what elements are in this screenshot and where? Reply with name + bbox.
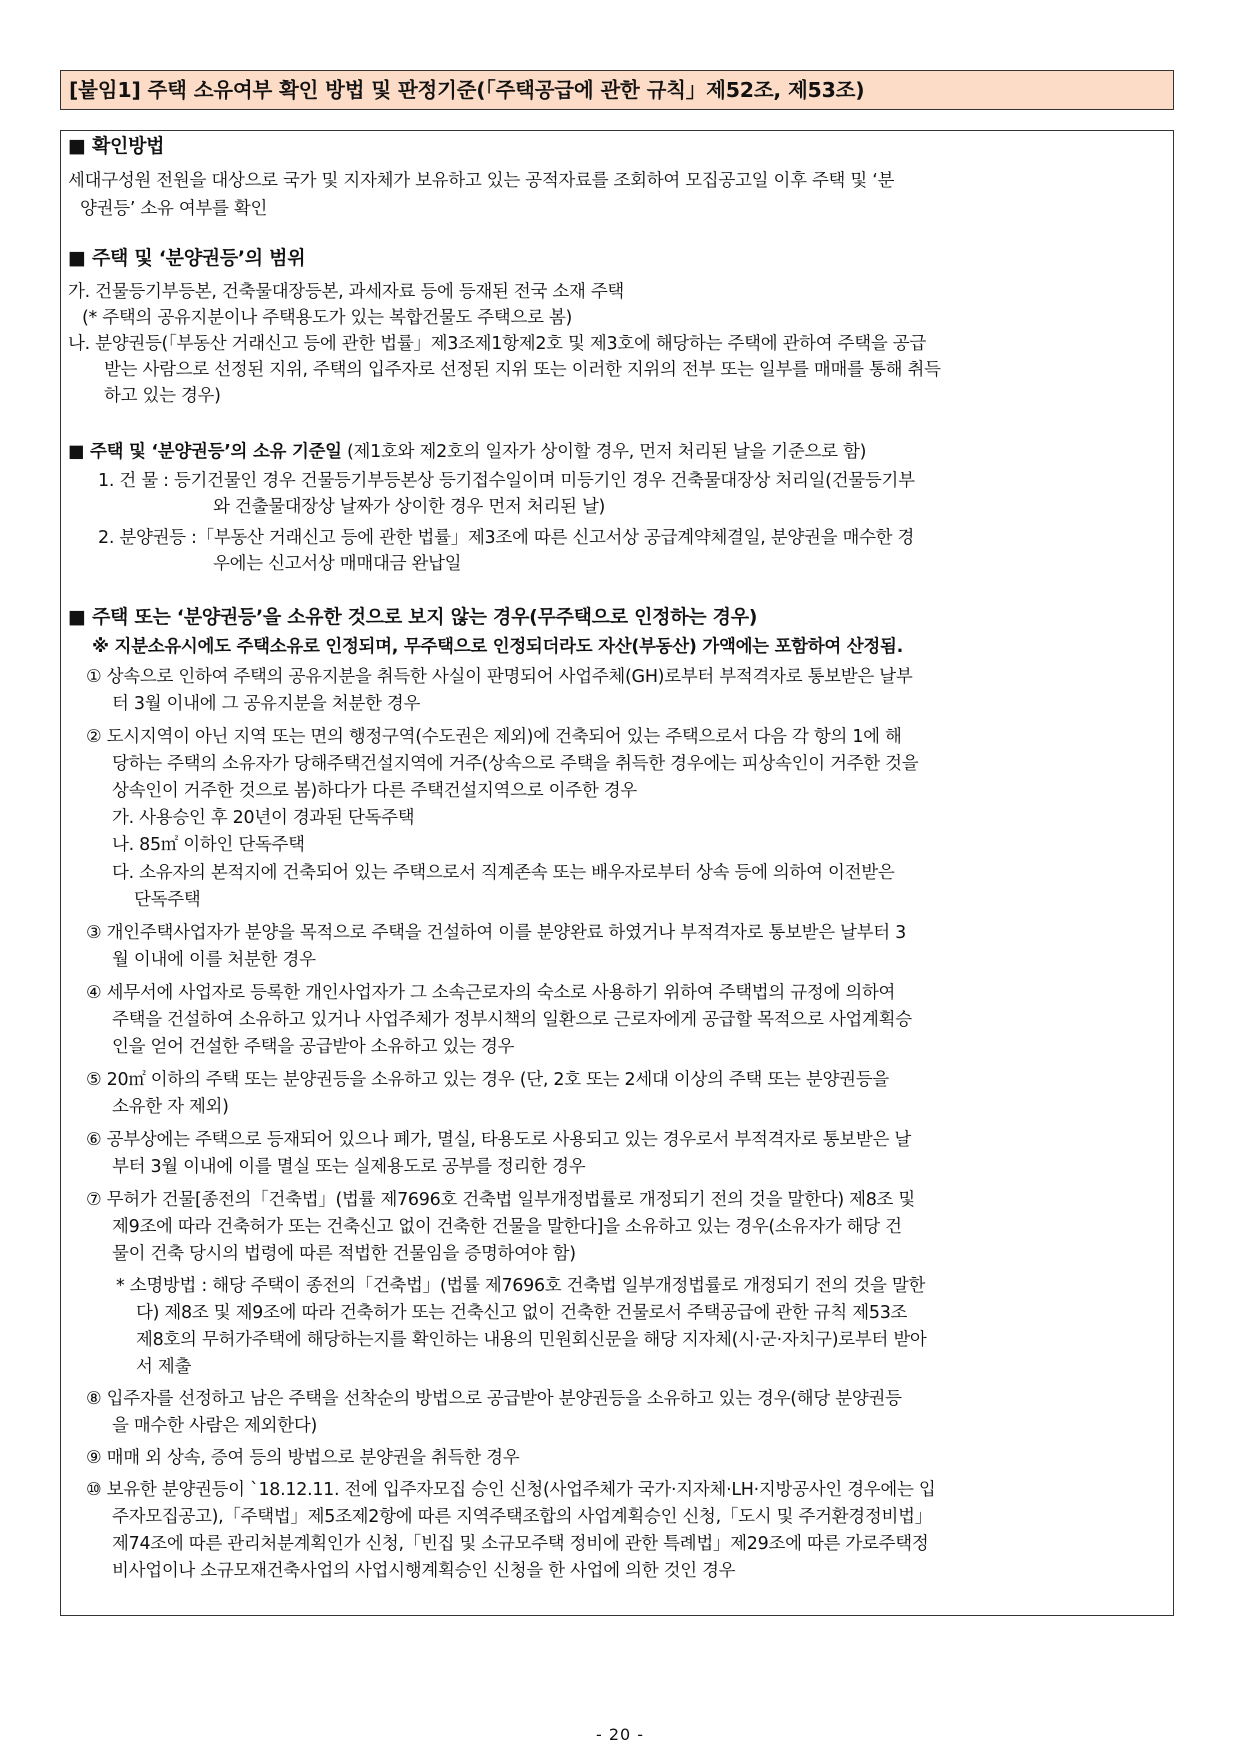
paragraph-line: 세대구성원 전원을 대상으로 국가 및 지자체가 보유하고 있는 공적자료를 조회하여 모집공고일 이후 주택 및 ‘분 xyxy=(68,171,895,191)
list-item: 우에는 신고서상 매매대금 완납일 xyxy=(213,554,462,574)
section-note: ※ 지분소유시에도 주택소유로 인정되며, 무주택으로 인정되더라도 자산(부동산) 가액에는 포함하여 산정됨. xyxy=(92,637,903,657)
section-heading-note: (제1호와 제2호의 일자가 상이할 경우, 먼저 처리된 날을 기준으로 함) xyxy=(347,442,867,462)
list-item: 을 매수한 사람은 제외한다) xyxy=(112,1416,317,1436)
page-number: - 20 - xyxy=(595,1725,645,1744)
list-item: 나. 분양권등(「부동산 거래신고 등에 관한 법률」제3조제1항제2호 및 제3호에 해당하는 주택에 관하여 주택을 공급 xyxy=(68,334,926,354)
list-item: ⑧ 입주자를 선정하고 남은 주택을 선착순의 방법으로 공급받아 분양권등을 소유하고 있는 경우(해당 분양권등 xyxy=(86,1389,902,1409)
sub-list-item: 단독주택 xyxy=(134,890,201,910)
section-heading-scope: ■ 주택 및 ‘분양권등’의 범위 xyxy=(68,247,306,269)
list-item: ⑤ 20㎡ 이하의 주택 또는 분양권등을 소유하고 있는 경우 (단, 2호 또는 2세대 이상의 주택 또는 분양권등을 xyxy=(86,1070,889,1090)
list-item: 인을 얻어 건설한 주택을 공급받아 소유하고 있는 경우 xyxy=(112,1037,515,1057)
list-item: 비사업이나 소규모재건축사업의 사업시행계획승인 신청을 한 사업에 의한 것인 경우 xyxy=(112,1561,736,1581)
list-item: 하고 있는 경우) xyxy=(104,386,221,406)
list-item: 당하는 주택의 소유자가 당해주택건설지역에 거주(상속으로 주택을 취득한 경우에는 피상속인이 거주한 것을 xyxy=(112,754,919,774)
list-item: 제74조에 따른 관리처분계획인가 신청,「빈집 및 소규모주택 정비에 관한 특례법」제29조에 따른 가로주택정 xyxy=(112,1534,929,1554)
list-item: ④ 세무서에 사업자로 등록한 개인사업자가 그 소속근로자의 숙소로 사용하기 위하여 주택법의 규정에 의하여 xyxy=(86,983,896,1003)
list-item-note: 다) 제8조 및 제9조에 따라 건축허가 또는 건축신고 없이 건축한 건물로서 주택공급에 관한 규칙 제53조 xyxy=(136,1303,908,1323)
list-item: ① 상속으로 인하여 주택의 공유지분을 취득한 사실이 판명되어 사업주체(GH)로부터 부적격자로 통보받은 날부 xyxy=(86,667,913,687)
list-item: 월 이내에 이를 처분한 경우 xyxy=(112,950,316,970)
list-item: ⑥ 공부상에는 주택으로 등재되어 있으나 폐가, 멸실, 타용도로 사용되고 있는 경우로서 부적격자로 통보받은 날 xyxy=(86,1130,911,1150)
list-item: ② 도시지역이 아닌 지역 또는 면의 행정구역(수도권은 제외)에 건축되어 있는 주택으로서 다음 각 항의 1에 해 xyxy=(86,727,902,747)
list-item: 주자모집공고),「주택법」제5조제2항에 따른 지역주택조합의 사업계획승인 신청,「도시 및 주거환경정비법」 xyxy=(112,1507,932,1527)
list-item: ⑩ 보유한 분양권등이 `18.12.11. 전에 입주자모집 승인 신청(사업주체가 국가·지자체·LH·지방공사인 경우에는 입 xyxy=(86,1480,936,1500)
list-item: 주택을 건설하여 소유하고 있거나 사업주체가 정부시책의 일환으로 근로자에게 공급할 목적으로 사업계획승 xyxy=(112,1010,912,1030)
list-item: 가. 건물등기부등본, 건축물대장등본, 과세자료 등에 등재된 전국 소재 주택 xyxy=(68,282,625,302)
sub-list-item: 다. 소유자의 본적지에 건축되어 있는 주택으로서 직계존속 또는 배우자로부터 상속 등에 의하여 이전받은 xyxy=(112,863,895,883)
list-item-note: 서 제출 xyxy=(136,1357,192,1377)
list-item-note: (* 주택의 공유지분이나 주택용도가 있는 복합건물도 주택으로 봄) xyxy=(82,308,573,328)
list-item: 1. 건 물 : 등기건물인 경우 건물등기부등본상 등기접수일이며 미등기인 경우 건축물대장상 처리일(건물등기부 xyxy=(98,471,915,491)
section-heading-base-date xyxy=(68,439,866,465)
list-item: 터 3월 이내에 그 공유지분을 처분한 경우 xyxy=(112,694,421,714)
sub-list-item: 가. 사용승인 후 20년이 경과된 단독주택 xyxy=(112,808,415,828)
list-item: 2. 분양권등 :「부동산 거래신고 등에 관한 법률」제3조에 따른 신고서상 공급계약체결일, 분양권을 매수한 경 xyxy=(98,528,915,548)
document-title: [붙임1] 주택 소유여부 확인 방법 및 판정기준(「주택공급에 관한 규칙」제52조, 제53조) xyxy=(69,78,865,102)
list-item-note: 제8호의 무허가주택에 해당하는지를 확인하는 내용의 민원회신문을 해당 지자체(시·군·자치구)로부터 받아 xyxy=(136,1330,927,1350)
title-box xyxy=(60,70,1174,110)
section-heading-exceptions: ■ 주택 또는 ‘분양권등’을 소유한 것으로 보지 않는 경우(무주택으로 인정하는 경우) xyxy=(68,606,758,628)
paragraph-line: 양권등’ 소유 여부를 확인 xyxy=(80,199,268,219)
list-item: 상속인이 거주한 것으로 봄)하다가 다른 주택건설지역으로 이주한 경우 xyxy=(112,781,637,801)
list-item: ⑦ 무허가 건물[종전의「건축법」(법률 제7696호 건축법 일부개정법률로 개정되기 전의 것을 말한다) 제8조 및 xyxy=(86,1190,916,1210)
list-item-note: * 소명방법 : 해당 주택이 종전의「건축법」(법률 제7696호 건축법 일부개정법률로 개정되기 전의 것을 말한 xyxy=(116,1276,926,1296)
list-item: 부터 3월 이내에 이를 멸실 또는 실제용도로 공부를 정리한 경우 xyxy=(112,1157,586,1177)
section-heading-text: ■ 주택 및 ‘분양권등’의 소유 기준일 xyxy=(68,442,342,462)
section-heading-check-method: ■ 확인방법 xyxy=(68,135,165,157)
list-item: 제9조에 따라 건축허가 또는 건축신고 없이 건축한 건물을 말한다]을 소유하고 있는 경우(소유자가 해당 건 xyxy=(112,1217,902,1237)
list-item: ③ 개인주택사업자가 분양을 목적으로 주택을 건설하여 이를 분양완료 하였거나 부적격자로 통보받은 날부터 3 xyxy=(86,923,906,943)
list-item: 소유한 자 제외) xyxy=(112,1097,229,1117)
list-item: 물이 건축 당시의 법령에 따른 적법한 건물임을 증명하여야 함) xyxy=(112,1244,576,1264)
list-item: 와 건출물대장상 날짜가 상이한 경우 먼저 처리된 날) xyxy=(213,497,606,517)
sub-list-item: 나. 85㎡ 이하인 단독주택 xyxy=(112,835,305,855)
list-item: ⑨ 매매 외 상속, 증여 등의 방법으로 분양권을 취득한 경우 xyxy=(86,1448,520,1468)
list-item: 받는 사람으로 선정된 지위, 주택의 입주자로 선정된 지위 또는 이러한 지위의 전부 또는 일부를 매매를 통해 취득 xyxy=(104,360,941,380)
